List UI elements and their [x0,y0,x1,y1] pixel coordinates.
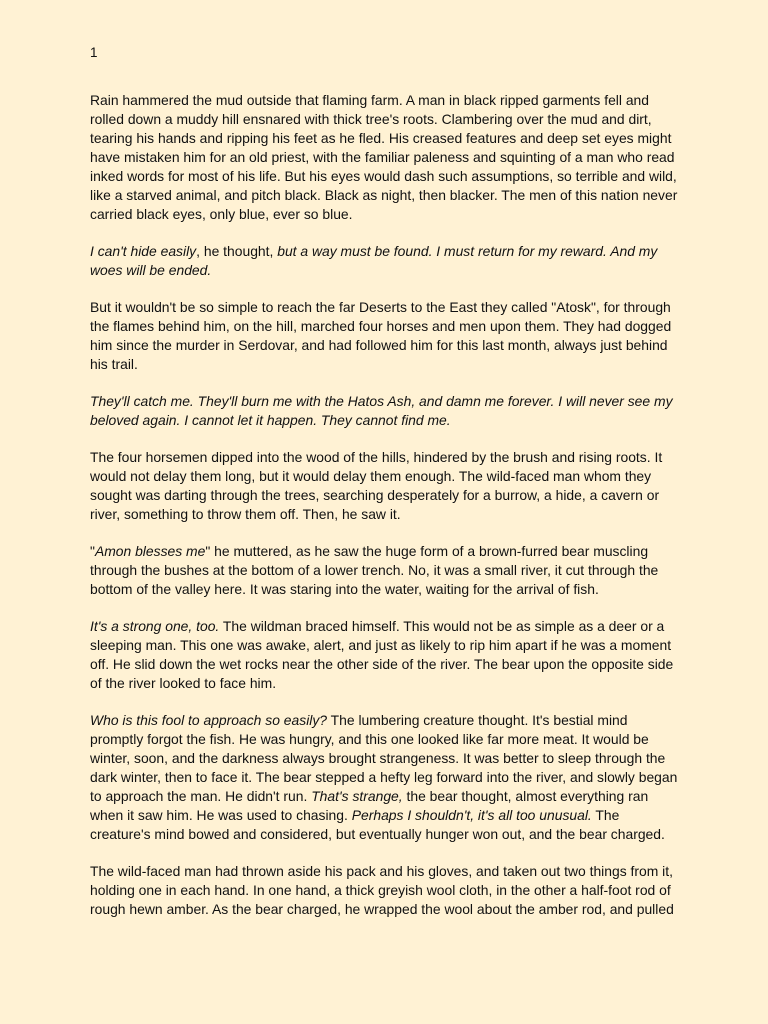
text-run: The wildman braced himself. This would not be as simple as a deer or a sleeping man. This one was awake, alert, and just as likely to rip him apart if he was a moment off. He slid down the wet rocks near the other side of the river. The bear upon the opposite side of the river looked to face him. [90,618,674,691]
paragraph [90,91,680,224]
italic-text: Amon blesses me [94,543,206,559]
text-run: " he muttered, as he saw the huge form of a brown-furred bear muscling through the bushes at the bottom of a lower trench. No, it was a small river, it cut through the bottom of the valley here. It was staring into the water, waiting for the arrival of fish. [90,543,659,597]
italic-text: That's strange, [311,788,403,804]
paragraph [90,392,680,430]
italic-text: I can't hide easily [90,243,197,259]
text-run: The four horsemen dipped into the wood of the hills, hindered by the brush and rising roots. It would not delay them long, but it would delay them enough. The wild-faced man whom they sought was darting through the trees, searching desperately for a burrow, a hide, a cavern or river, something to throw them off. Then, he saw it. [90,449,663,522]
paragraph [90,298,680,374]
text-run: But it wouldn't be so simple to reach the far Deserts to the East they called "Atosk", for through the flames behind him, on the hill, marched four horses and men upon them. They had dogged him since the murder in Serdovar, and had followed him for this last month, always just behind his trail. [90,299,672,372]
paragraph [90,617,680,693]
story-text [90,91,680,919]
paragraph [90,862,680,919]
paragraph [90,448,680,524]
italic-text: It's a strong one, too. [90,618,220,634]
italic-text: Who is this fool to approach so easily? [90,712,328,728]
text-run: " [90,543,95,559]
paragraph [90,711,680,844]
italic-text: Perhaps I shouldn't, it's all too unusual. [351,807,592,823]
paragraph [90,542,680,599]
paragraph [90,242,680,280]
text-run: the bear thought, almost everything ran when it saw him. He was used to chasing. [90,788,649,823]
page-number: 1 [90,45,98,60]
text-run: The creature's mind bowed and considered, but eventually hunger won out, and the bear charged. [90,807,665,842]
italic-text: They'll catch me. They'll burn me with the Hatos Ash, and damn me forever. I will never see my beloved again. I cannot let it happen. They cannot find me. [90,393,673,428]
text-run: The wild-faced man had thrown aside his pack and his gloves, and taken out two things from it, holding one in each hand. In one hand, a thick greyish wool cloth, in the other a half-foot rod of rough hewn amber. As the bear charged, he wrapped the wool about the amber rod, and pulled [90,863,674,917]
italic-text: but a way must be found. I must return for my reward. And my woes will be ended. [90,243,658,278]
text-run: , he thought, [196,243,278,259]
text-run: The lumbering creature thought. It's bestial mind promptly forgot the fish. He was hungry, and this one looked like far more meat. It would be winter, soon, and the darkness always brought strangeness. It was better to sleep through the dark winter, then to face it. The bear stepped a hefty leg forward into the river, and slowly began to approach the man. He didn't run. [90,712,678,804]
text-run: Rain hammered the mud outside that flaming farm. A man in black ripped garments fell and rolled down a muddy hill ensnared with thick tree's roots. Clambering over the mud and dirt, tearing his hands and ripping his feet as he fled. His creased features and deep set eyes might have mistaken him for an old priest, with the familiar paleness and squinting of a man who read inked words for most of his life. But his eyes would dash such assumptions, so terrible and wild, like a starved animal, and pitch black. Black as night, then blacker. The men of this nation never carried black eyes, only blue, ever so blue. [90,92,678,222]
